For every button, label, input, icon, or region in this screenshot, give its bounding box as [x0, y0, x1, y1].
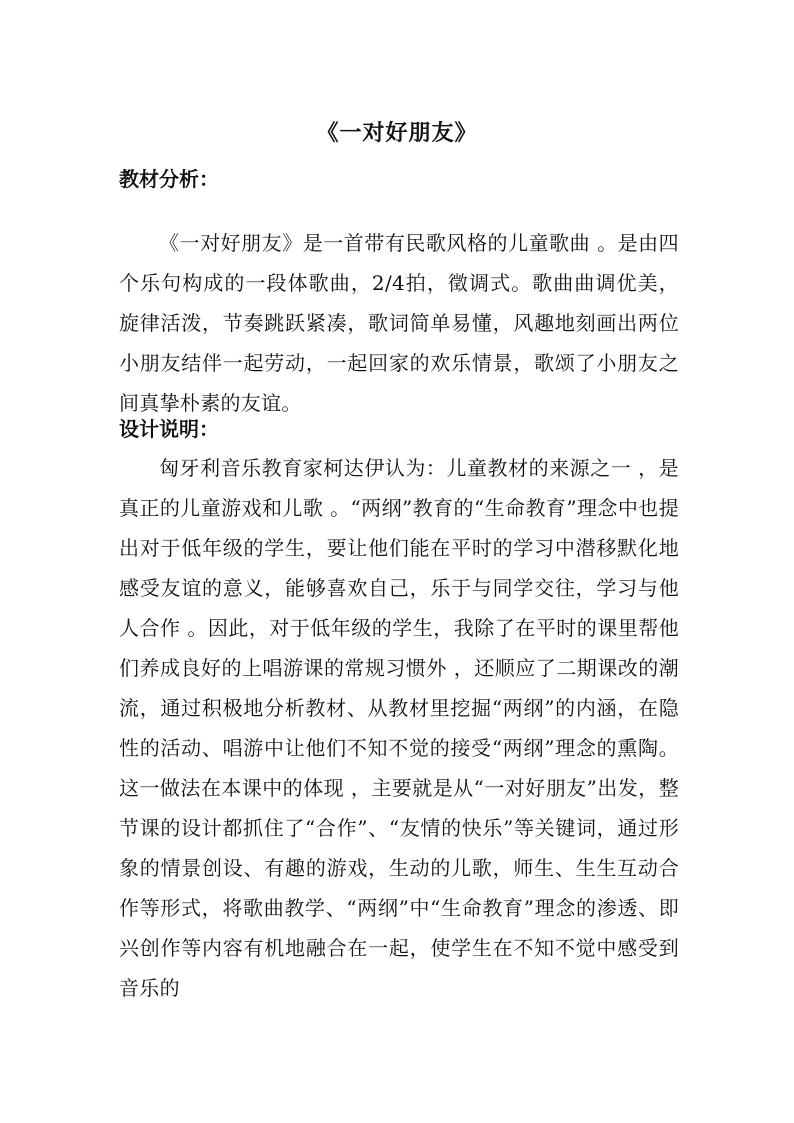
document-title: 《一对好朋友》 [316, 120, 478, 146]
section-body-textbook-analysis: 《一对好朋友》是一首带有民歌风格的儿童歌曲 。是由四个乐句构成的一段体歌曲，2/4拍，徵调式。歌曲曲调优美，旋律活泼，节奏跳跃紧凑，歌词简单易懂，风趣地刻画出两位小朋友结伴一起劳动，一起回家的欢乐情景，歌颂了小朋友之间真挚朴素的友谊。 [119, 231, 679, 415]
section-body-design-notes: 匈牙利音乐教育家柯达伊认为：儿童教材的来源之一 ，是真正的儿童游戏和儿歌 。“两纲”教育的“生命教育”理念中也提出对于低年级的学生，要让他们能在平时的学习中潜移默化地感受友谊的意义，能够喜欢自己，乐于与同学交往，学习与他人合作 。因此，对于低年级的学生，我除了在平时的课里帮他们养成良好的上唱游课的常规习惯外 ，还顺应了二期课改的潮流，通过积极地分析教材、从教材里挖掘“两纲”的内涵，在隐性的活动、唱游中让他们不知不觉的接受“两纲”理念的熏陶。这一做法在本课中的体现 ，主要就是从“一对好朋友”出发，整节课的设计都抓住了“合作”、“友情的快乐”等关键词，通过形象的情景创设、有趣的游戏，生动的儿歌，师生、生生互动合作等形式，将歌曲教学、“两纲”中“生命教育”理念的渗透、即兴创作等内容有机地融合在一起，使学生在不知不觉中感受到音乐的 [119, 456, 679, 1000]
section-heading-design-notes: 设计说明： [119, 417, 219, 441]
section-heading-textbook-analysis: 教材分析： [119, 167, 219, 191]
